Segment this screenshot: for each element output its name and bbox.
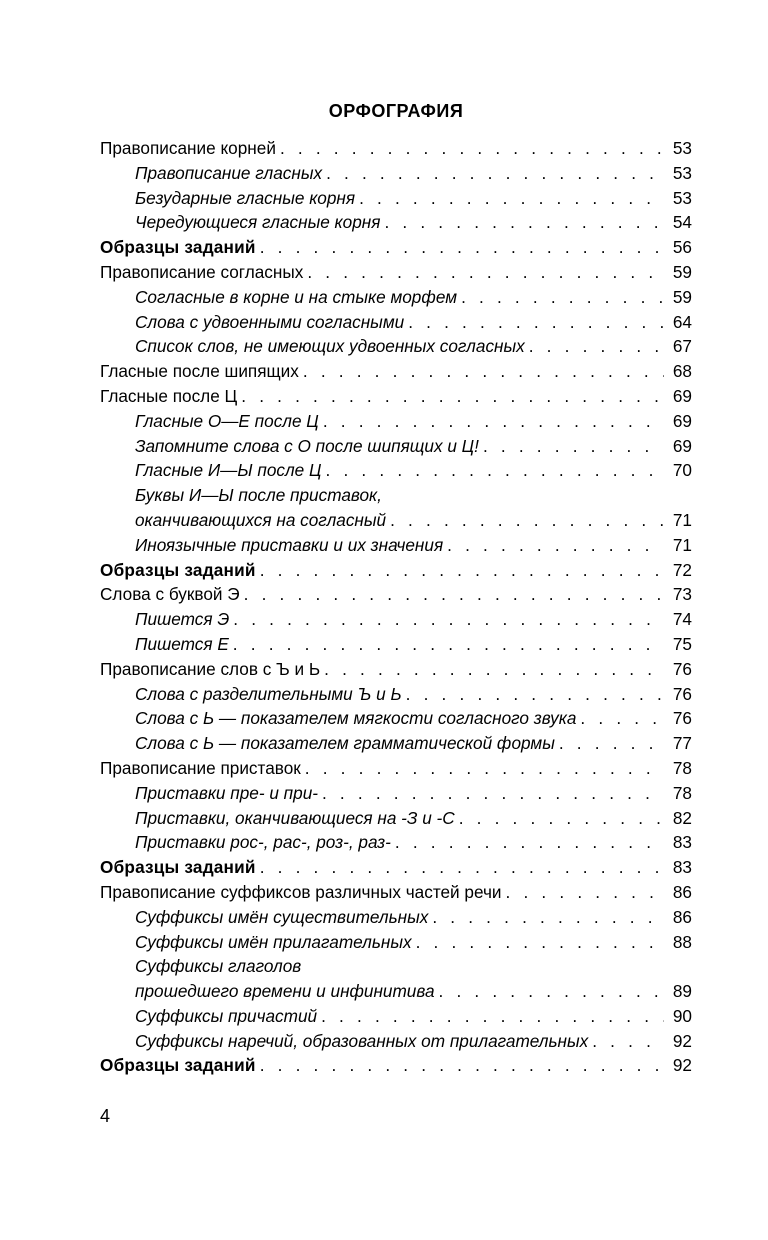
toc-entry-page: 92: [672, 1055, 692, 1076]
toc-entry-page: 54: [672, 212, 692, 233]
dot-leader: [592, 1029, 664, 1054]
dot-leader: [323, 409, 664, 434]
dot-leader: [416, 930, 664, 955]
toc-entry-page: 68: [672, 361, 692, 382]
toc-entry-page: 72: [672, 559, 692, 580]
toc-entry: [100, 582, 692, 607]
dot-leader: [390, 508, 664, 533]
toc-entry: [100, 979, 692, 1004]
toc-entry-page: 82: [672, 807, 692, 828]
toc-entry: [100, 359, 692, 384]
toc-entry-title: Слова с Ь — показателем грамматической формы: [135, 733, 555, 754]
toc-entry-title: Список слов, не имеющих удвоенных согласных: [135, 336, 525, 357]
toc-entry-title: Слова с Ь — показателем мягкости согласного звука: [135, 708, 577, 729]
toc-entry: [100, 682, 692, 707]
dot-leader: [406, 682, 664, 707]
toc-entry-page: 69: [672, 385, 692, 406]
toc-entry: [100, 756, 692, 781]
toc-entry-page: 69: [672, 435, 692, 456]
toc-entry-title: Слова с буквой Э: [100, 584, 240, 605]
toc-entry-page: 77: [672, 733, 692, 754]
toc-entry: [100, 260, 692, 285]
toc-entry: [100, 657, 692, 682]
dot-leader: [307, 260, 664, 285]
toc-entry-title: Образцы заданий: [100, 1055, 256, 1076]
toc-entry-title: Суффиксы наречий, образованных от прилагательных: [135, 1030, 589, 1051]
toc-entry: [100, 632, 692, 657]
toc-entry-title: Буквы И—Ы после приставок,: [135, 485, 382, 506]
toc-entry-title: Чередующиеся гласные корня: [135, 212, 381, 233]
dot-leader: [244, 582, 664, 607]
toc-entry: [100, 731, 692, 756]
toc-entry-page: 92: [672, 1030, 692, 1051]
toc-entry: [100, 781, 692, 806]
toc-entry: [100, 930, 692, 955]
toc-entry: [100, 210, 692, 235]
toc-entry-title: Правописание корней: [100, 138, 276, 158]
toc-entry: [100, 434, 692, 459]
toc-entry: [100, 954, 692, 979]
dot-leader: [359, 186, 664, 211]
toc-entry: [100, 830, 692, 855]
toc-entry-page: 71: [672, 509, 692, 530]
toc-entry-page: 78: [672, 757, 692, 778]
toc-entry: [100, 905, 692, 930]
dot-leader: [395, 830, 664, 855]
toc-entry-page: 53: [672, 162, 692, 183]
dot-leader: [260, 1053, 664, 1078]
toc-entry: [100, 161, 692, 186]
toc-entry-page: 88: [672, 931, 692, 952]
toc-entry-page: 53: [672, 138, 692, 158]
dot-leader: [322, 781, 664, 806]
toc-entry-title: Запомните слова с О после шипящих и Ц!: [135, 435, 479, 456]
toc-entry: [100, 285, 692, 310]
dot-leader: [233, 632, 664, 657]
toc-entry-title: Образцы заданий: [100, 857, 256, 878]
toc-entry-title: Суффиксы глаголов: [135, 956, 302, 977]
toc-entry: [100, 1004, 692, 1029]
dot-leader: [447, 533, 664, 558]
toc-entry-page: 89: [672, 981, 692, 1002]
table-of-contents: [100, 136, 692, 1078]
toc-entry: [100, 855, 692, 880]
toc-entry-title: Приставки, оканчивающиеся на -З и -С: [135, 807, 455, 828]
toc-entry: [100, 186, 692, 211]
toc-entry-page: 83: [672, 857, 692, 878]
dot-leader: [326, 458, 664, 483]
toc-entry-title: Пишется Е: [135, 633, 229, 654]
dot-leader: [260, 855, 664, 880]
toc-entry: [100, 508, 692, 533]
toc-entry: [100, 409, 692, 434]
toc-entry-page: 70: [672, 460, 692, 481]
toc-entry-title: Безударные гласные корня: [135, 187, 356, 208]
toc-entry-page: 73: [672, 584, 692, 605]
toc-entry-page: 59: [672, 286, 692, 307]
page-number: 4: [100, 1106, 111, 1126]
toc-entry-title: Правописание приставок: [100, 757, 301, 778]
toc-entry: [100, 310, 692, 335]
toc-entry-title: Согласные в корне и на стыке морфем: [135, 286, 458, 307]
toc-entry-title: Гласные после шипящих: [100, 361, 299, 382]
dot-leader: [432, 905, 664, 930]
toc-entry-page: 78: [672, 782, 692, 803]
dot-leader: [305, 756, 664, 781]
dot-leader: [408, 310, 664, 335]
toc-entry-title: Суффиксы имён прилагательных: [135, 931, 412, 952]
toc-entry-page: 59: [672, 261, 692, 282]
toc-entry-title: Суффиксы имён существительных: [135, 906, 429, 927]
toc-entry-page: 75: [672, 633, 692, 654]
toc-entry-title: Приставки рос-, рас-, роз-, раз-: [135, 832, 391, 853]
toc-entry-title: Образцы заданий: [100, 237, 256, 258]
toc-entry: [100, 1053, 692, 1078]
dot-leader: [324, 657, 664, 682]
toc-entry: [100, 880, 692, 905]
toc-entry-title: Образцы заданий: [100, 559, 256, 580]
toc-entry: [100, 706, 692, 731]
dot-leader: [260, 235, 664, 260]
dot-leader: [580, 706, 664, 731]
toc-entry-page: 64: [672, 311, 692, 332]
section-title: ОРФОГРАФИЯ: [328, 101, 464, 121]
toc-entry-page: 56: [672, 237, 692, 258]
toc-entry-title: Гласные после Ц: [100, 385, 238, 406]
toc-entry: [100, 1029, 692, 1054]
dot-leader: [303, 359, 664, 384]
toc-entry-title: Слова с разделительными Ъ и Ь: [135, 683, 402, 704]
toc-entry: [100, 483, 692, 508]
toc-entry-page: 71: [672, 534, 692, 555]
toc-entry-title: Правописание согласных: [100, 261, 304, 282]
dot-leader: [459, 806, 664, 831]
toc-entry-title: прошедшего времени и инфинитива: [135, 981, 435, 1002]
toc-entry-page: 76: [672, 683, 692, 704]
toc-entry-title: Суффиксы причастий: [135, 1005, 318, 1026]
toc-entry: [100, 558, 692, 583]
toc-entry: [100, 607, 692, 632]
dot-leader: [439, 979, 665, 1004]
toc-entry: [100, 334, 692, 359]
toc-entry-title: Гласные И—Ы после Ц: [135, 460, 322, 481]
dot-leader: [280, 136, 664, 161]
toc-entry-title: Иноязычные приставки и их значения: [135, 534, 444, 555]
toc-entry-page: 67: [672, 336, 692, 357]
toc-entry-page: 69: [672, 410, 692, 431]
toc-entry-title: Правописание суффиксов различных частей речи: [100, 881, 502, 902]
toc-entry-title: оканчивающихся на согласный: [135, 509, 387, 530]
dot-leader: [384, 210, 664, 235]
toc-entry-page: 76: [672, 708, 692, 729]
dot-leader: [233, 607, 664, 632]
dot-leader: [529, 334, 664, 359]
dot-leader: [260, 558, 664, 583]
toc-entry: [100, 384, 692, 409]
toc-entry-page: 86: [672, 906, 692, 927]
toc-entry: [100, 235, 692, 260]
toc-entry: [100, 806, 692, 831]
dot-leader: [483, 434, 664, 459]
toc-entry: [100, 136, 692, 161]
dot-leader: [321, 1004, 664, 1029]
toc-entry: [100, 533, 692, 558]
toc-entry-page: 83: [672, 832, 692, 853]
dot-leader: [559, 731, 664, 756]
toc-entry-title: Правописание гласных: [135, 162, 323, 183]
toc-entry-title: Пишется Э: [135, 609, 230, 630]
toc-entry-title: Гласные О—Е после Ц: [135, 410, 319, 431]
toc-entry-page: 90: [672, 1005, 692, 1026]
toc-entry-page: 76: [672, 658, 692, 679]
toc-entry: [100, 458, 692, 483]
dot-leader: [461, 285, 664, 310]
toc-entry-page: 74: [672, 609, 692, 630]
toc-entry-title: Правописание слов с Ъ и Ь: [100, 658, 321, 679]
dot-leader: [506, 880, 664, 905]
toc-entry-title: Слова с удвоенными согласными: [135, 311, 405, 332]
toc-entry-page: 53: [672, 187, 692, 208]
dot-leader: [326, 161, 664, 186]
toc-entry-page: 86: [672, 881, 692, 902]
toc-entry-title: Приставки пре- и при-: [135, 782, 318, 803]
dot-leader: [241, 384, 664, 409]
